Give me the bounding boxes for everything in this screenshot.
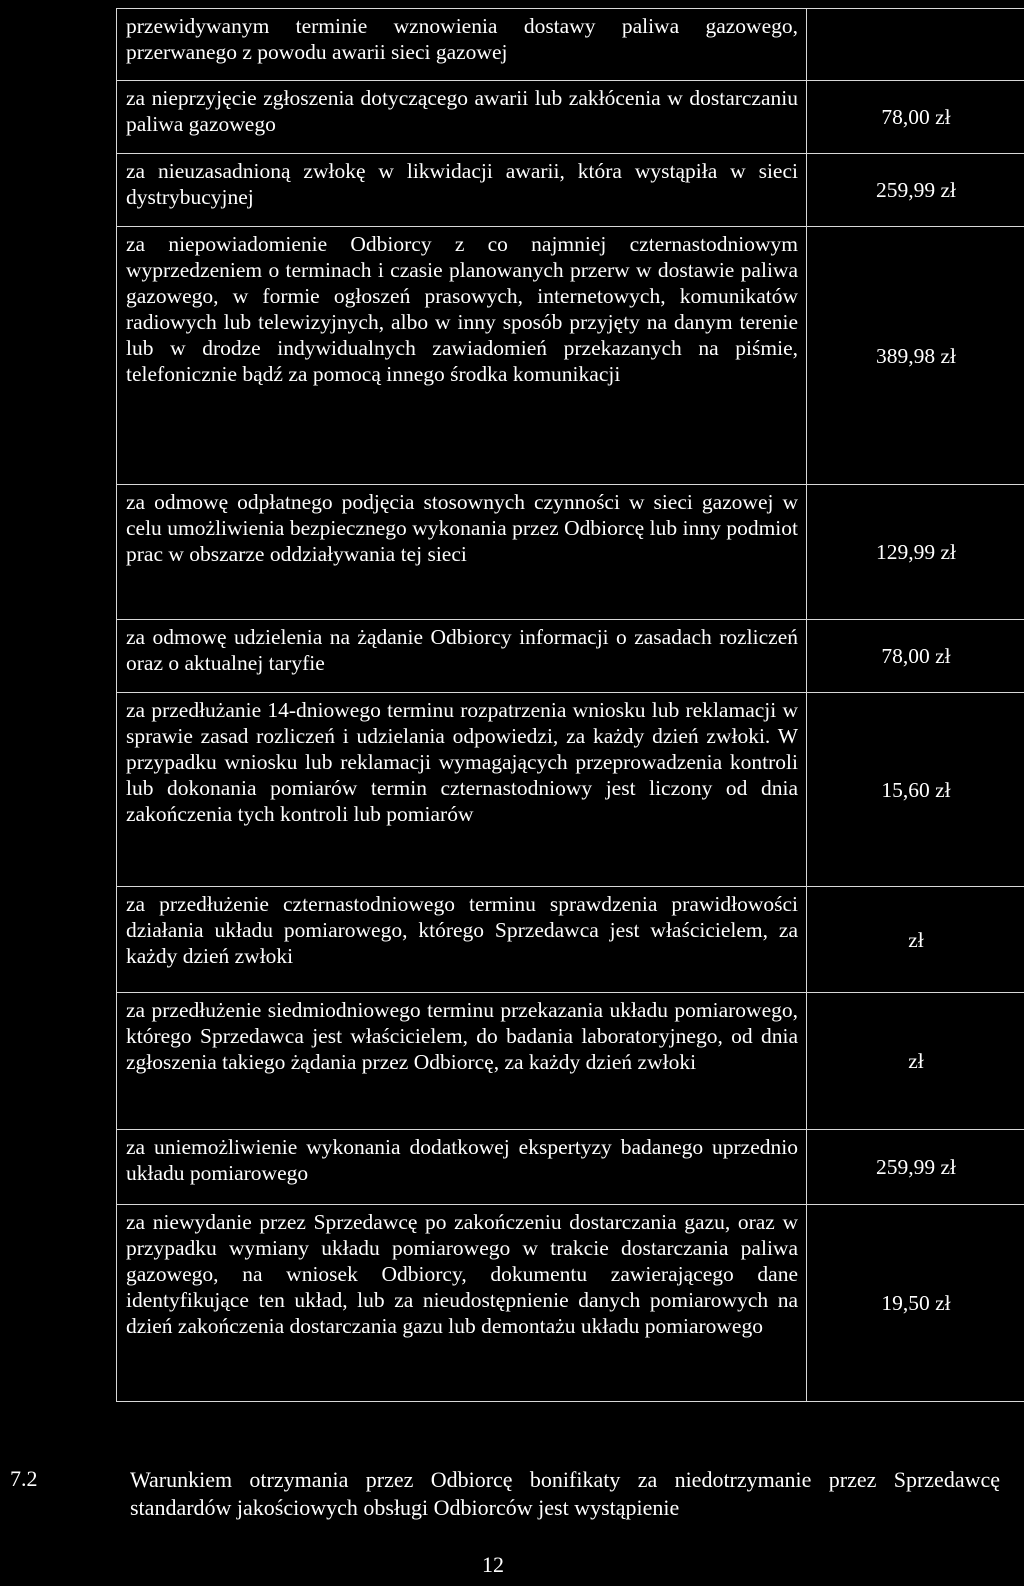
row-description: za odmowę udzielenia na żądanie Odbiorcy informacji o zasadach rozliczeń oraz o aktualnej taryfie: [117, 620, 807, 693]
row-description: za niewydanie przez Sprzedawcę po zakończeniu dostarczania gazu, oraz w przypadku wymiany układu pomiarowego w trakcie dostarczania paliwa gazowego, na wniosek Odbiorcy, dokumentu zawierającego dane identyfikujące ten układ, lub za nieudostępnienie danych pomiarowych na dzień zakończenia dostarczania gazu lub demontażu układu pomiarowego: [117, 1205, 807, 1402]
table-row: [117, 154, 1024, 227]
row-amount: [807, 9, 1024, 81]
row-description: za przedłużenie siedmiodniowego terminu przekazania układu pomiarowego, którego Sprzedawca jest właścicielem, do badania laboratoryjnego, od dnia zgłoszenia takiego żądania przez Odbiorcę, za każdy dzień zwłoki: [117, 993, 807, 1130]
table-row: [117, 887, 1024, 993]
row-amount: 389,98 zł: [807, 227, 1024, 485]
row-amount: 259,99 zł: [807, 154, 1024, 227]
penalty-table: [116, 8, 1024, 1402]
row-amount: 15,60 zł: [807, 693, 1024, 887]
table-row: [117, 9, 1024, 81]
table-row: [117, 1205, 1024, 1402]
table-row: [117, 81, 1024, 154]
row-description: za przedłużenie czternastodniowego terminu sprawdzenia prawidłowości działania układu pomiarowego, którego Sprzedawca jest właścicielem, za każdy dzień zwłoki: [117, 887, 807, 993]
table-row: [117, 1130, 1024, 1205]
row-description: za odmowę odpłatnego podjęcia stosownych czynności w sieci gazowej w celu umożliwienia bezpiecznego wykonania przez Odbiorcę lub inny podmiot prac w obszarze oddziaływania tej sieci: [117, 485, 807, 620]
row-amount: zł: [807, 993, 1024, 1130]
row-amount: 259,99 zł: [807, 1130, 1024, 1205]
row-amount: 129,99 zł: [807, 485, 1024, 620]
row-amount: 19,50 zł: [807, 1205, 1024, 1402]
page-number: 12: [482, 1552, 504, 1577]
row-description: za nieuzasadnioną zwłokę w likwidacji awarii, która wystąpiła w sieci dystrybucyjnej: [117, 154, 807, 227]
row-amount: zł: [807, 887, 1024, 993]
section-number: 7.2: [10, 1466, 38, 1491]
row-description: za uniemożliwienie wykonania dodatkowej ekspertyzy badanego uprzednio układu pomiarowego: [117, 1130, 807, 1205]
table-row: [117, 620, 1024, 693]
table-row: [117, 227, 1024, 485]
table-row: [117, 693, 1024, 887]
row-description: za niepowiadomienie Odbiorcy z co najmniej czternastodniowym wyprzedzeniem o terminach i czasie planowanych przerw w dostawie paliwa gazowego, w formie ogłoszeń prasowych, internetowych, komunikatów radiowych lub telewizyjnych, albo w inny sposób przyjęty na danym terenie lub w drodze indywidualnych zawiadomień przekazanych na piśmie, telefonicznie bądź za pomocą innego środka komunikacji: [117, 227, 807, 485]
row-description: przewidywanym terminie wznowienia dostawy paliwa gazowego, przerwanego z powodu awarii sieci gazowej: [117, 9, 807, 81]
row-amount: 78,00 zł: [807, 620, 1024, 693]
row-description: za nieprzyjęcie zgłoszenia dotyczącego awarii lub zakłócenia w dostarczaniu paliwa gazowego: [117, 81, 807, 154]
table-row: [117, 993, 1024, 1130]
row-amount: 78,00 zł: [807, 81, 1024, 154]
row-description: za przedłużanie 14-dniowego terminu rozpatrzenia wniosku lub reklamacji w sprawie zasad rozliczeń i udzielania odpowiedzi, za każdy dzień zwłoki. W przypadku wniosku lub reklamacji wymagających przeprowadzenia kontroli lub dokonania pomiarów termin czternastodniowy jest liczony od dnia zakończenia tych kontroli lub pomiarów: [117, 693, 807, 887]
table-row: [117, 485, 1024, 620]
section-paragraph: Warunkiem otrzymania przez Odbiorcę bonifikaty za niedotrzymanie przez Sprzedawcę standardów jakościowych obsługi Odbiorców jest wystąpienie: [130, 1467, 1000, 1520]
